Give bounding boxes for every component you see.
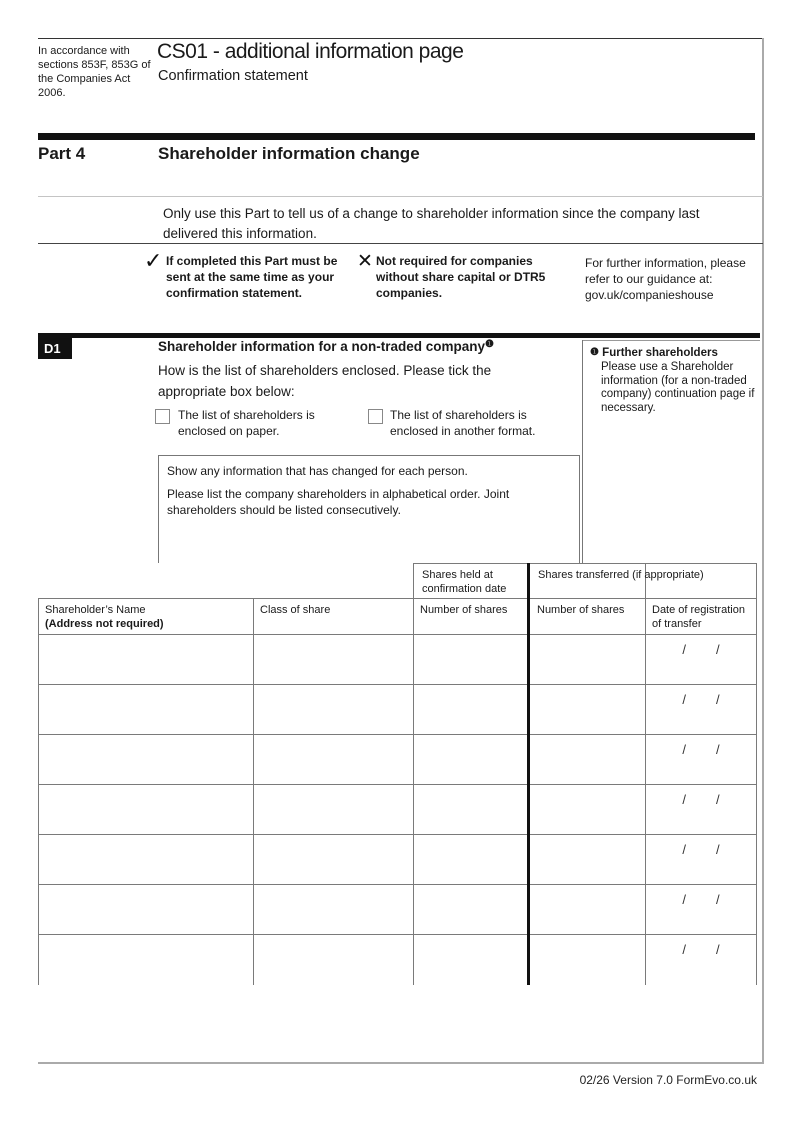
option-paper-label: The list of shareholders is enclosed on paper. [178, 408, 315, 438]
date-slash: / [682, 842, 686, 857]
shareholder-name-cell[interactable] [39, 685, 252, 733]
shareholder-name-cell[interactable] [39, 635, 252, 683]
class-of-share-cell[interactable] [254, 685, 412, 733]
column-sublabel: (Address not required) [45, 617, 164, 630]
shares-held-cell[interactable] [414, 935, 526, 984]
column-header-date-of-registration: Date of registration of transfer [652, 604, 745, 630]
shares-transferred-cell[interactable] [530, 885, 644, 933]
date-slash: / [716, 842, 720, 857]
column-header-number-of-shares-transferred: Number of shares [537, 604, 625, 616]
grid-line [38, 598, 757, 599]
group-header-shares-held: Shares held at confirmation date [422, 569, 507, 595]
right-frame-rule [762, 38, 764, 1063]
tick-note: If completed this Part must be sent at the same time as your confirmation statement. [166, 254, 338, 300]
form-subtitle: Confirmation statement [158, 68, 308, 84]
column-label: Shareholder’s Name [45, 604, 146, 616]
shareholder-name-cell[interactable] [39, 785, 252, 833]
guidance-url: gov.uk/companieshouse [585, 288, 714, 302]
sidebar-top-rule [582, 340, 760, 341]
d1-question: How is the list of shareholders enclosed. Please tick the appropriate box below: [158, 363, 492, 399]
date-slash: / [716, 942, 720, 957]
checkbox-enclosed-another-format[interactable] [368, 409, 383, 424]
tick-icon: ✓ [144, 248, 163, 273]
part4-label: Part 4 [38, 144, 86, 163]
date-slash: / [682, 692, 686, 707]
sidebar-note-title [590, 346, 758, 360]
table-row [38, 684, 757, 734]
date-slash: / [682, 642, 686, 657]
date-slash: / [716, 692, 720, 707]
guidance-note [585, 255, 755, 303]
class-of-share-cell[interactable] [254, 885, 412, 933]
sidebar-note-title-text: Further shareholders [602, 347, 718, 359]
shares-transferred-cell[interactable] [530, 735, 644, 783]
registration-date-cell[interactable] [646, 835, 756, 883]
checkbox-enclosed-on-paper[interactable] [155, 409, 170, 424]
date-slash: / [682, 792, 686, 807]
registration-date-cell[interactable] [646, 735, 756, 783]
instructions-box [158, 455, 580, 563]
info-marker-icon: ❶ [590, 347, 599, 358]
form-title: CS01 - additional information page [157, 40, 464, 63]
d1-heading-text: Shareholder information for a non-traded company [158, 339, 486, 354]
date-slash: / [716, 642, 720, 657]
part4-intro: Only use this Part to tell us of a change to shareholder information since the company last delivered this information. [163, 206, 700, 241]
d1-section-label: D1 [38, 338, 72, 359]
registration-date-cell[interactable] [646, 935, 756, 984]
registration-date-cell[interactable] [646, 785, 756, 833]
date-slash: / [682, 742, 686, 757]
shares-transferred-cell[interactable] [530, 785, 644, 833]
column-header-class-of-share: Class of share [260, 604, 331, 616]
top-rule [38, 38, 763, 39]
column-header-shareholder-name [45, 604, 245, 631]
shareholder-name-cell[interactable] [39, 735, 252, 783]
group-header-shares-transferred: Shares transferred (if appropriate) [538, 569, 704, 581]
sidebar-note-body: Please use a Shareholder information (for a non-traded company) continuation page if necessary. [601, 361, 755, 414]
shareholder-table [38, 563, 757, 986]
date-slash: / [682, 942, 686, 957]
date-slash: / [682, 892, 686, 907]
shares-transferred-cell[interactable] [530, 935, 644, 984]
cross-icon: ✕ [357, 251, 373, 272]
class-of-share-cell[interactable] [254, 935, 412, 984]
column-header-number-of-shares-held: Number of shares [420, 604, 508, 616]
divider-rule [38, 196, 763, 197]
info-marker-icon: ❶ [485, 339, 495, 350]
part4-heading: Shareholder information change [158, 144, 420, 163]
class-of-share-cell[interactable] [254, 735, 412, 783]
shares-held-cell[interactable] [414, 685, 526, 733]
d1-heading [158, 339, 494, 354]
class-of-share-cell[interactable] [254, 835, 412, 883]
option-other-label: The list of shareholders is enclosed in another format. [390, 408, 536, 438]
bottom-frame-rule [38, 1062, 764, 1064]
shares-held-cell[interactable] [414, 735, 526, 783]
d1-section-bar [38, 333, 760, 338]
table-row [38, 934, 757, 985]
legal-reference: In accordance with sections 853F, 853G of the Companies Act 2006. [38, 45, 151, 99]
date-slash: / [716, 742, 720, 757]
part4-section-bar [38, 133, 755, 140]
class-of-share-cell[interactable] [254, 635, 412, 683]
registration-date-cell[interactable] [646, 635, 756, 683]
divider-rule-dark [38, 243, 763, 244]
sidebar-left-rule [582, 340, 583, 563]
date-slash: / [716, 892, 720, 907]
instruction-2: Please list the company shareholders in alphabetical order. Joint shareholders should be listed consecutively. [167, 487, 510, 517]
class-of-share-cell[interactable] [254, 785, 412, 833]
registration-date-cell[interactable] [646, 685, 756, 733]
shares-held-cell[interactable] [414, 835, 526, 883]
shares-held-cell[interactable] [414, 785, 526, 833]
shareholder-name-cell[interactable] [39, 835, 252, 883]
registration-date-cell[interactable] [646, 885, 756, 933]
shareholder-name-cell[interactable] [39, 885, 252, 933]
table-row [38, 884, 757, 934]
guidance-text: For further information, please refer to our guidance at: [585, 256, 746, 286]
footer-version: 02/26 Version 7.0 FormEvo.co.uk [579, 1073, 757, 1087]
shares-transferred-cell[interactable] [530, 635, 644, 683]
grid-line [413, 563, 757, 564]
shares-transferred-cell[interactable] [530, 835, 644, 883]
instruction-1: Show any information that has changed for each person. [167, 464, 468, 478]
table-row [38, 734, 757, 784]
table-row [38, 834, 757, 884]
cross-note: Not required for companies without share capital or DTR5 companies. [376, 254, 546, 300]
shares-held-cell[interactable] [414, 885, 526, 933]
shareholder-name-cell[interactable] [39, 935, 252, 984]
table-row [38, 784, 757, 834]
date-slash: / [716, 792, 720, 807]
shares-transferred-cell[interactable] [530, 685, 644, 733]
shares-held-cell[interactable] [414, 635, 526, 683]
table-row [38, 634, 757, 684]
